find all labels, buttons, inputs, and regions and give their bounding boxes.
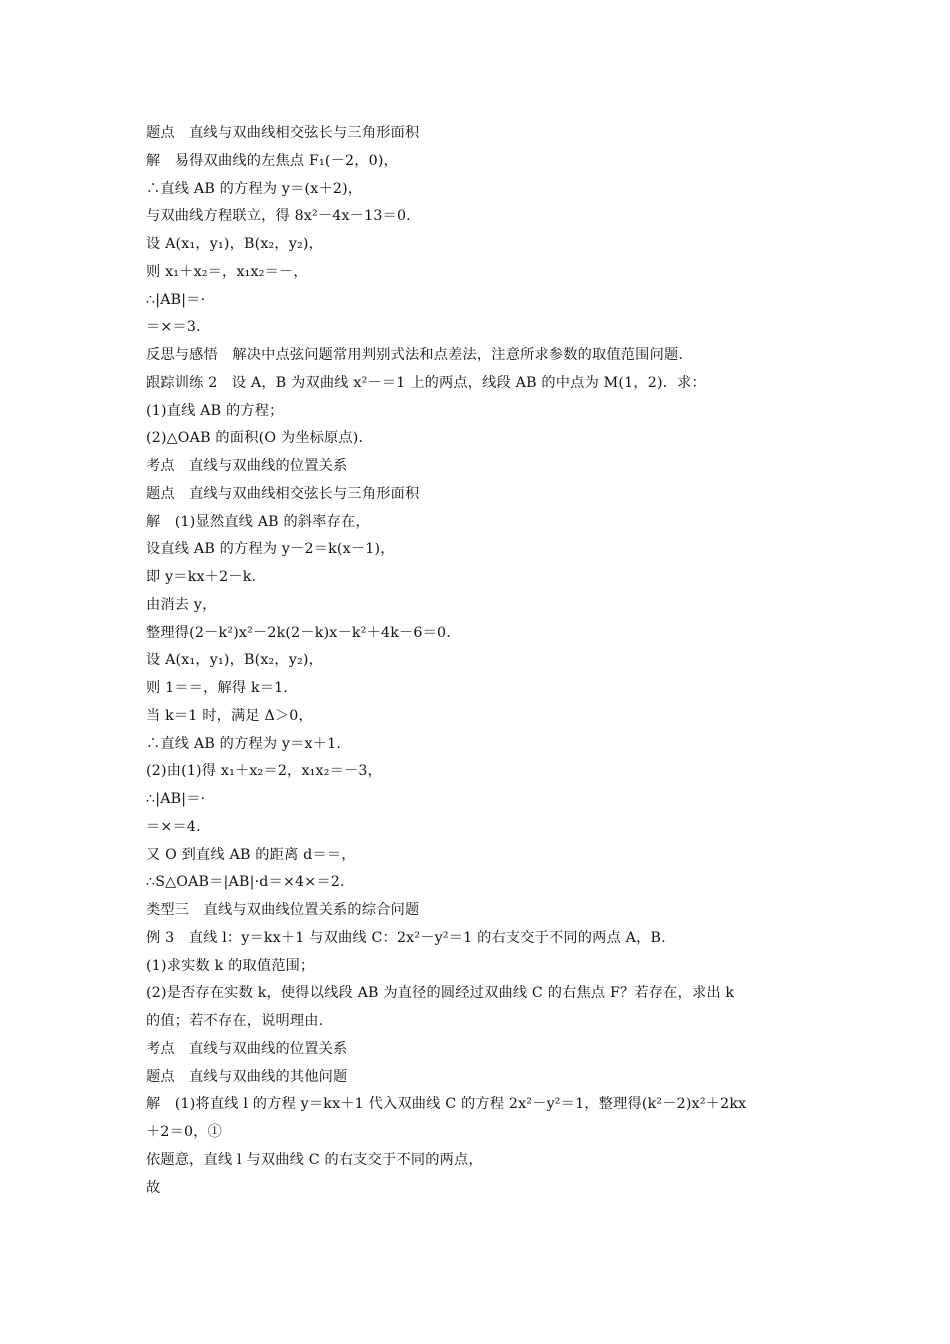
text-line: 则 1＝＝，解得 k＝1.	[146, 680, 289, 696]
text-line: ＝×＝3.	[146, 319, 201, 336]
text-line: 反思与感悟 解决中点弦问题常用判别式法和点差法，注意所求参数的取值范围问题.	[146, 347, 684, 363]
text-line: ∴直线 AB 的方程为 y＝(x＋2)，	[146, 180, 363, 197]
text-line: 的值；若不存在，说明理由.	[146, 1013, 324, 1029]
text-line: 解 (1)将直线 l 的方程 y＝kx＋1 代入双曲线 C 的方程 2x²－y²＝1，整理得(k²－2)x²＋2kx	[146, 1096, 747, 1113]
text-line: 类型三 直线与双曲线位置关系的综合问题	[146, 902, 420, 918]
text-line: (1)求实数 k 的取值范围；	[146, 957, 315, 974]
text-line: 设 A(x₁，y₁)，B(x₂，y₂)，	[146, 236, 324, 252]
text-line: 整理得(2－k²)x²－2k(2－k)x－k²＋4k－6＝0.	[146, 624, 451, 641]
text-line: ∴|AB|＝·	[146, 791, 206, 807]
text-line: ∴S△OAB＝|AB|·d＝×4×＝2.	[146, 874, 345, 891]
text-line: 设 A(x₁，y₁)，B(x₂，y₂)，	[146, 652, 324, 669]
text-line: ∴直线 AB 的方程为 y＝x＋1.	[146, 735, 342, 752]
text-line: 考点 直线与双曲线的位置关系	[146, 1040, 348, 1057]
text-line: 题点 直线与双曲线相交弦长与三角形面积	[146, 125, 420, 141]
text-line: 则 x₁＋x₂＝，x₁x₂＝－，	[146, 263, 308, 280]
text-line: 又 O 到直线 AB 的距离 d＝＝，	[146, 846, 356, 863]
text-line: 设直线 AB 的方程为 y－2＝k(x－1)，	[146, 541, 395, 558]
document-body	[146, 120, 826, 1202]
text-line: ＋2＝0，①	[146, 1124, 223, 1140]
text-line: (2)是否存在实数 k，使得以线段 AB 为直径的圆经过双曲线 C 的右焦点 F？若存在，求出 k	[146, 985, 735, 1002]
text-line: 当 k＝1 时，满足 Δ＞0，	[146, 707, 313, 724]
text-line: 依题意，直线 l 与双曲线 C 的右支交于不同的两点，	[146, 1151, 483, 1168]
text-line: (2)由(1)得 x₁＋x₂＝2，x₁x₂＝－3，	[146, 763, 383, 780]
text-line: 故	[146, 1179, 161, 1196]
text-line: 解 (1)显然直线 AB 的斜率存在，	[146, 513, 370, 530]
text-line: 例 3 直线 l：y＝kx＋1 与双曲线 C：2x²－y²＝1 的右支交于不同的两点 A，B.	[146, 929, 666, 946]
text-line: ∴|AB|＝·	[146, 291, 206, 308]
text-line: (2)△OAB 的面积(O 为坐标原点)．	[146, 430, 373, 447]
text-line: 由消去 y，	[146, 596, 217, 613]
text-line: 题点 直线与双曲线的其他问题	[146, 1068, 348, 1085]
text-line: ＝×＝4.	[146, 818, 201, 835]
text-line: 考点 直线与双曲线的位置关系	[146, 458, 348, 474]
text-line: 即 y＝kx＋2－k.	[146, 569, 257, 585]
text-line: 跟踪训练 2 设 A，B 为双曲线 x²－＝1 上的两点，线段 AB 的中点为 M(1，2)．求：	[146, 374, 706, 391]
text-line: 解 易得双曲线的左焦点 F₁(－2，0)，	[146, 152, 398, 169]
text-line: 题点 直线与双曲线相交弦长与三角形面积	[146, 485, 420, 502]
text-line: 与双曲线方程联立，得 8x²－4x－13＝0.	[146, 208, 411, 225]
text-line: (1)直线 AB 的方程；	[146, 402, 284, 419]
